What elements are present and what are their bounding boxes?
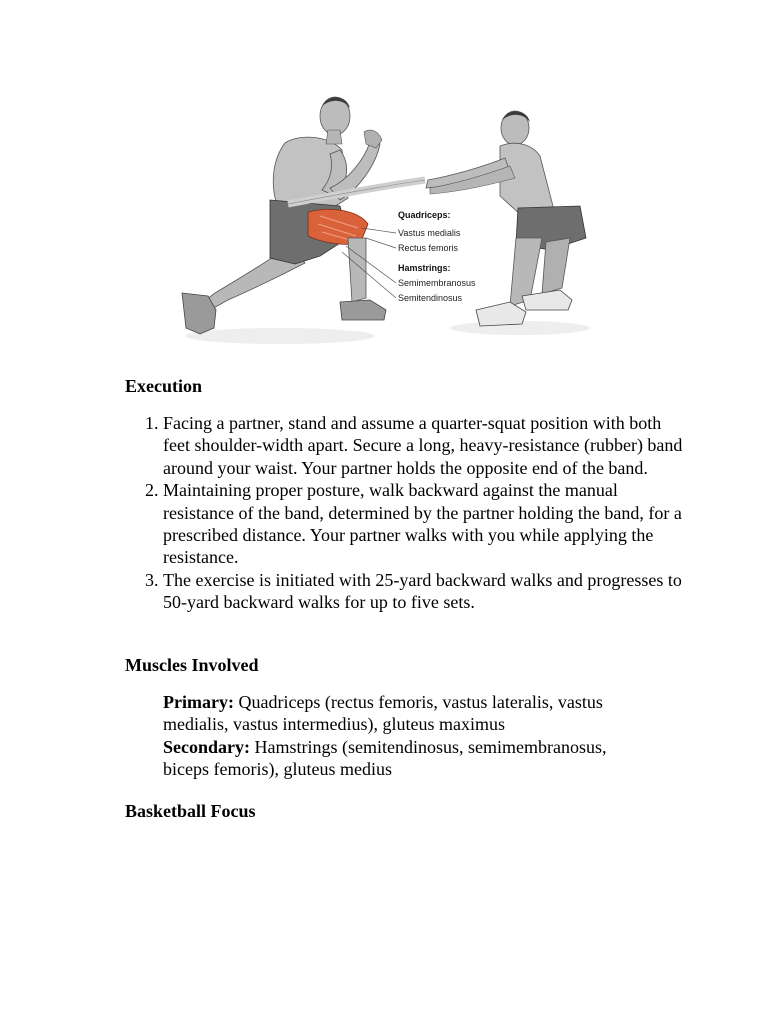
execution-heading: Execution [125,376,203,396]
primary-muscles [163,691,643,736]
execution-steps-list [125,412,683,614]
execution-step: 2. Maintaining proper posture, walk backward against the manual resistance of the band, determined by the partner holding the band, for a prescribed distance. Your partner walks with you while applying the resistance. [163,479,683,569]
floor-shadow-left [185,328,375,344]
athlete-figure-left [182,97,386,334]
label-rectus-femoris: Rectus femoris [398,243,459,253]
label-vastus-medialis: Vastus medialis [398,228,461,238]
label-semimembranosus: Semimembranosus [398,278,476,288]
label-semitendinosus: Semitendinosus [398,293,463,303]
execution-step: 1. Facing a partner, stand and assume a quarter-squat position with both feet shoulder-width apart. Secure a long, heavy-resistance (rubber) band around your waist. Your partner holds the opposite end of the band. [163,412,683,479]
muscles-block [163,691,643,781]
label-quadriceps: Quadriceps: [398,210,451,220]
primary-label: Primary: [163,692,234,712]
primary-text: Quadriceps (rectus femoris, vastus lateralis, vastus medialis, vastus intermedius), gluteus maximus [163,692,603,735]
secondary-muscles [163,736,643,781]
basketball-focus-heading: Basketball Focus [125,801,256,821]
secondary-label: Secondary: [163,736,250,757]
exercise-illustration [170,88,600,350]
execution-step: 3. The exercise is initiated with 25-yard backward walks and progresses to 50-yard backward walks for up to five sets. [163,569,683,614]
muscles-heading: Muscles Involved [125,655,259,675]
label-hamstrings: Hamstrings: [398,263,451,273]
secondary-text: Hamstrings (semitendinosus, semimembranosus, biceps femoris), gluteus medius [163,736,607,780]
